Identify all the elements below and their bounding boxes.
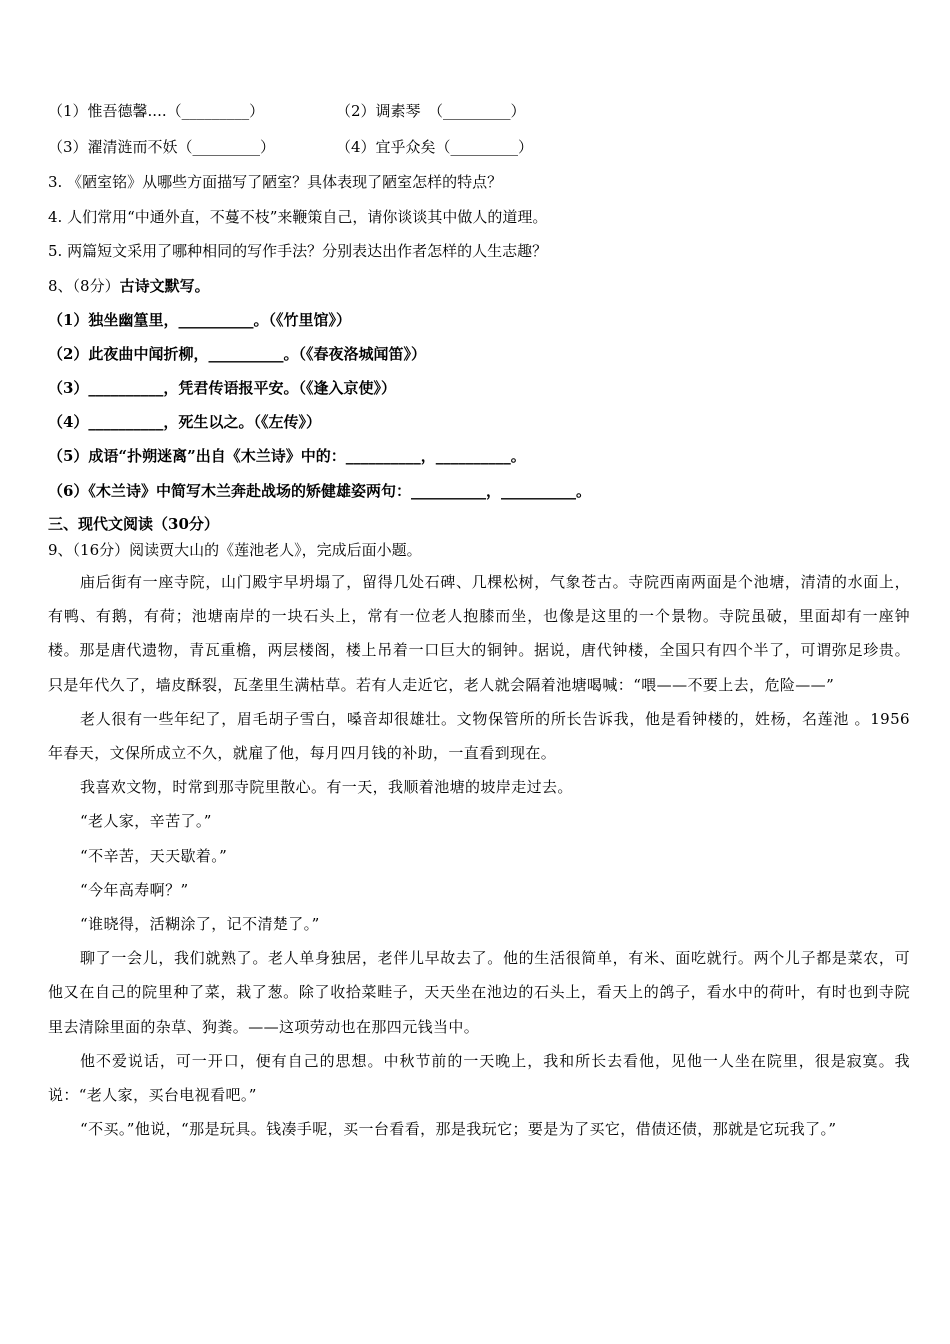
vocab-item-3: （3）濯清涟而不妖（_________） bbox=[48, 138, 276, 156]
dictation-item-3: （3）__________，凭君传语报平安。（《逢入京使》） bbox=[48, 379, 396, 397]
dictation-item-1: （1）独坐幽篁里，__________。（《竹里馆》） bbox=[48, 311, 351, 329]
dictation-item-6: （6）《木兰诗》中简写木兰奔赴战场的矫健雄姿两句：__________，__________。 bbox=[48, 482, 591, 500]
article-paragraph-3: 我喜欢文物，时常到那寺院里散心。有一天，我顺着池塘的坡岸走过去。 bbox=[80, 778, 573, 797]
article-dialogue-4: “谁晓得，活糊涂了，记不清楚了。” bbox=[80, 915, 320, 934]
vocab-item-4: （4）宜乎众矣（_________） bbox=[336, 138, 534, 156]
section-3-heading: 三、现代文阅读（30分） bbox=[48, 515, 219, 533]
question-8-title: 古诗文默写。 bbox=[119, 277, 210, 295]
question-8-score: 8、（8分） bbox=[48, 277, 120, 295]
article-dialogue-2: “不辛苦，天天歇着。” bbox=[80, 846, 228, 865]
question-5: 5. 两篇短文采用了哪种相同的写作手法？分别表达出作者怎样的人生志趣？ bbox=[48, 242, 548, 260]
question-4: 4. 人们常用“中通外直，不蔓不枝”来鞭策自己，请你谈谈其中做人的道理。 bbox=[48, 208, 548, 226]
article-paragraph-6: “不买。”他说，“那是玩具。钱凑手呢，买一台看看，那是我玩它；要是为了买它，借债还债，那就是它玩我了。” bbox=[80, 1120, 837, 1139]
article-dialogue-3: “今年高寿啊？” bbox=[80, 880, 189, 899]
article-paragraph-1: 庙后街有一座寺院，山门殿宇早坍塌了，留得几处石碑、几棵松树，气象苍古。寺院西南两面是个池塘，清清的水面上，有鸭、有鹅，有荷；池塘南岸的一块石头上，常有一位老人抱膝而坐，也像是这里的一个景物。寺院虽破，里面却有一座钟楼。那是唐代遗物，青瓦重檐，两层楼阁，楼上吊着一口巨大的铜钟。据说，唐代钟楼，全国只有四个半了，可谓弥足珍贵。只是年代久了，墙皮酥裂，瓦垄里生满枯草。若有人走近它，老人就会隔着池塘喝喊：“喂——不要上去，危险——” bbox=[48, 573, 910, 694]
question-9-heading: 9、（16分）阅读贾大山的《莲池老人》，完成后面小题。 bbox=[48, 541, 422, 559]
vocab-item-1: （1）惟吾德馨....（_________） bbox=[48, 102, 265, 120]
question-3: 3. 《陋室铭》从哪些方面描写了陋室？具体表现了陋室怎样的特点？ bbox=[48, 173, 503, 191]
reading-article bbox=[48, 565, 910, 1146]
dictation-item-4: （4）__________，死生以之。（《左传》） bbox=[48, 413, 321, 431]
vocab-row-2 bbox=[48, 137, 534, 157]
vocab-item-2: （2）调素琴 （_________） bbox=[336, 102, 526, 120]
article-paragraph-4: 聊了一会儿，我们就熟了。老人单身独居，老伴儿早故去了。他的生活很简单，有米、面吃就行。两个儿子都是菜农，可他又在自己的院里种了菜，栽了葱。除了收拾菜畦子，天天坐在池边的石头上，看天上的鸽子，看水中的荷叶，有时也到寺院里去清除里面的杂草、狗粪。——这项劳动也在那四元钱当中。 bbox=[48, 949, 910, 1036]
vocab-row-1 bbox=[48, 101, 526, 121]
question-8-heading bbox=[48, 276, 210, 296]
article-dialogue-1: “老人家，辛苦了。” bbox=[80, 812, 212, 831]
dictation-item-5: （5）成语“扑朔迷离”出自《木兰诗》中的：__________，__________。 bbox=[48, 447, 526, 465]
dictation-item-2: （2）此夜曲中闻折柳，__________。（《春夜洛城闻笛》） bbox=[48, 345, 426, 363]
article-paragraph-2: 老人很有一些年纪了，眉毛胡子雪白，嗓音却很雄壮。文物保管所的所长告诉我，他是看钟楼的，姓杨，名莲池 。1956年春天，文保所成立不久，就雇了他，每月四月钱的补助，一直看到现在。 bbox=[48, 709, 910, 763]
article-paragraph-5: 他不爱说话，可一开口，便有自己的思想。中秋节前的一天晚上，我和所长去看他，见他一人坐在院里，很是寂寞。我说：“老人家，买台电视看吧。” bbox=[48, 1051, 910, 1105]
